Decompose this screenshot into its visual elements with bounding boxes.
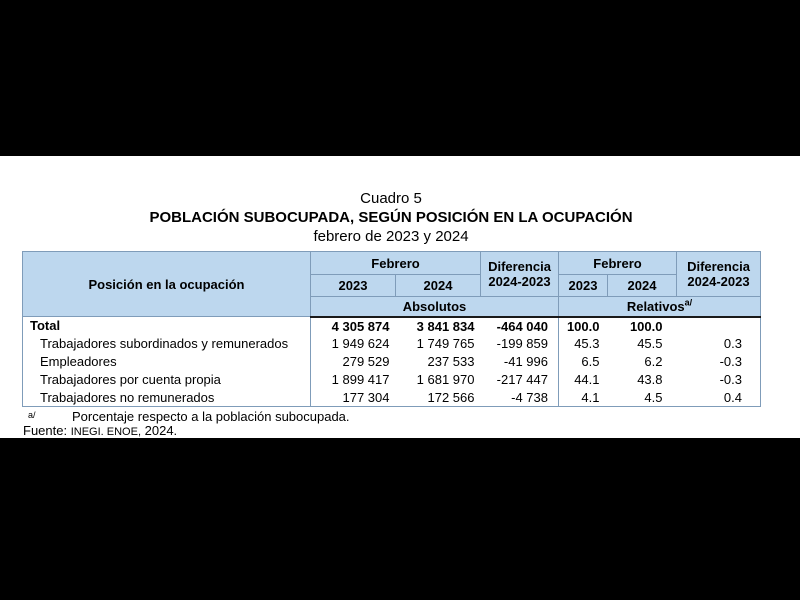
data-table [22,251,761,407]
table-subtitle: febrero de 2023 y 2024 [313,228,469,245]
relativos-label: Relativos [626,298,685,314]
cell-abs-dif: -4 738 [481,389,559,407]
source-line [23,424,760,438]
table-row-cuenta-propia [23,371,761,389]
document-content [22,156,760,438]
column-header-febrero-absolutos: Febrero [311,252,481,275]
header-row-1 [23,252,761,275]
table-row-total [23,317,761,335]
table-number-title: Cuadro 5 [360,190,422,207]
column-header-febrero-relativos: Febrero [559,252,677,275]
table-row-empleadores [23,353,761,371]
cell-abs-2024: 237 533 [396,353,481,371]
table-main-title: POBLACIÓN SUBOCUPADA, SEGÚN POSICIÓN EN LA OCUPACIÓN [149,209,633,226]
cell-rel-2023: 6.5 [559,353,608,371]
cell-label: Total [23,317,311,335]
cell-rel-2024: 4.5 [608,389,677,407]
diferencia-abs-line2: 2024-2023 [488,274,551,289]
cell-rel-2023: 4.1 [559,389,608,407]
cell-rel-2024: 43.8 [608,371,677,389]
table-row-no-remunerados [23,389,761,407]
cell-abs-2023: 1 949 624 [311,335,396,353]
column-header-relativos [559,297,761,317]
cell-abs-2023: 279 529 [311,353,396,371]
diferencia-abs-line1: Diferencia [488,259,551,274]
cell-abs-2024: 172 566 [396,389,481,407]
cell-label: Trabajadores no remunerados [23,389,311,407]
document-panel [0,156,800,438]
cell-rel-dif: -0.3 [677,371,761,389]
diferencia-rel-line2: 2024-2023 [687,274,750,289]
column-header-diferencia-relativos [677,252,761,297]
footnote-text: Porcentaje respecto a la población subocupada. [72,409,350,424]
source-prefix: Fuente: [23,423,68,438]
cell-label: Empleadores [23,353,311,371]
cell-rel-dif: -0.3 [677,353,761,371]
column-header-absolutos: Absolutos [311,297,559,317]
cell-abs-2024: 3 841 834 [396,317,481,335]
cell-rel-dif: 0.3 [677,335,761,353]
cell-abs-dif: -464 040 [481,317,559,335]
cell-label: Trabajadores subordinados y remunerados [23,335,311,353]
cell-rel-dif: 0.4 [677,389,761,407]
cell-abs-dif: -199 859 [481,335,559,353]
source-institution: INEGI. ENOE, [70,426,142,438]
relativos-footnote-marker: a/ [684,297,693,308]
cell-abs-2024: 1 749 765 [396,335,481,353]
cell-rel-dif [677,317,761,335]
column-header-posicion: Posición en la ocupación [23,252,311,317]
cell-rel-2024: 45.5 [608,335,677,353]
source-year: 2024. [144,423,178,438]
footnotes-block [22,410,760,438]
table-header [23,252,761,317]
column-header-abs-2024: 2024 [396,275,481,297]
cell-abs-2023: 1 899 417 [311,371,396,389]
table-row-subordinados [23,335,761,353]
cell-rel-2024: 100.0 [608,317,677,335]
column-header-rel-2024: 2024 [608,275,677,297]
table-body [23,317,761,407]
title-block [22,156,760,246]
column-header-rel-2023: 2023 [559,275,608,297]
cell-abs-dif: -217 447 [481,371,559,389]
diferencia-rel-line1: Diferencia [687,259,750,274]
cell-abs-2023: 4 305 874 [311,317,396,335]
footnote-line [22,410,760,424]
cell-rel-2024: 6.2 [608,353,677,371]
cell-rel-2023: 100.0 [559,317,608,335]
cell-rel-2023: 45.3 [559,335,608,353]
cell-label: Trabajadores por cuenta propia [23,371,311,389]
column-header-diferencia-absolutos [481,252,559,297]
cell-abs-2024: 1 681 970 [396,371,481,389]
cell-rel-2023: 44.1 [559,371,608,389]
cell-abs-dif: -41 996 [481,353,559,371]
footnote-marker: a/ [28,410,36,420]
column-header-abs-2023: 2023 [311,275,396,297]
cell-abs-2023: 177 304 [311,389,396,407]
